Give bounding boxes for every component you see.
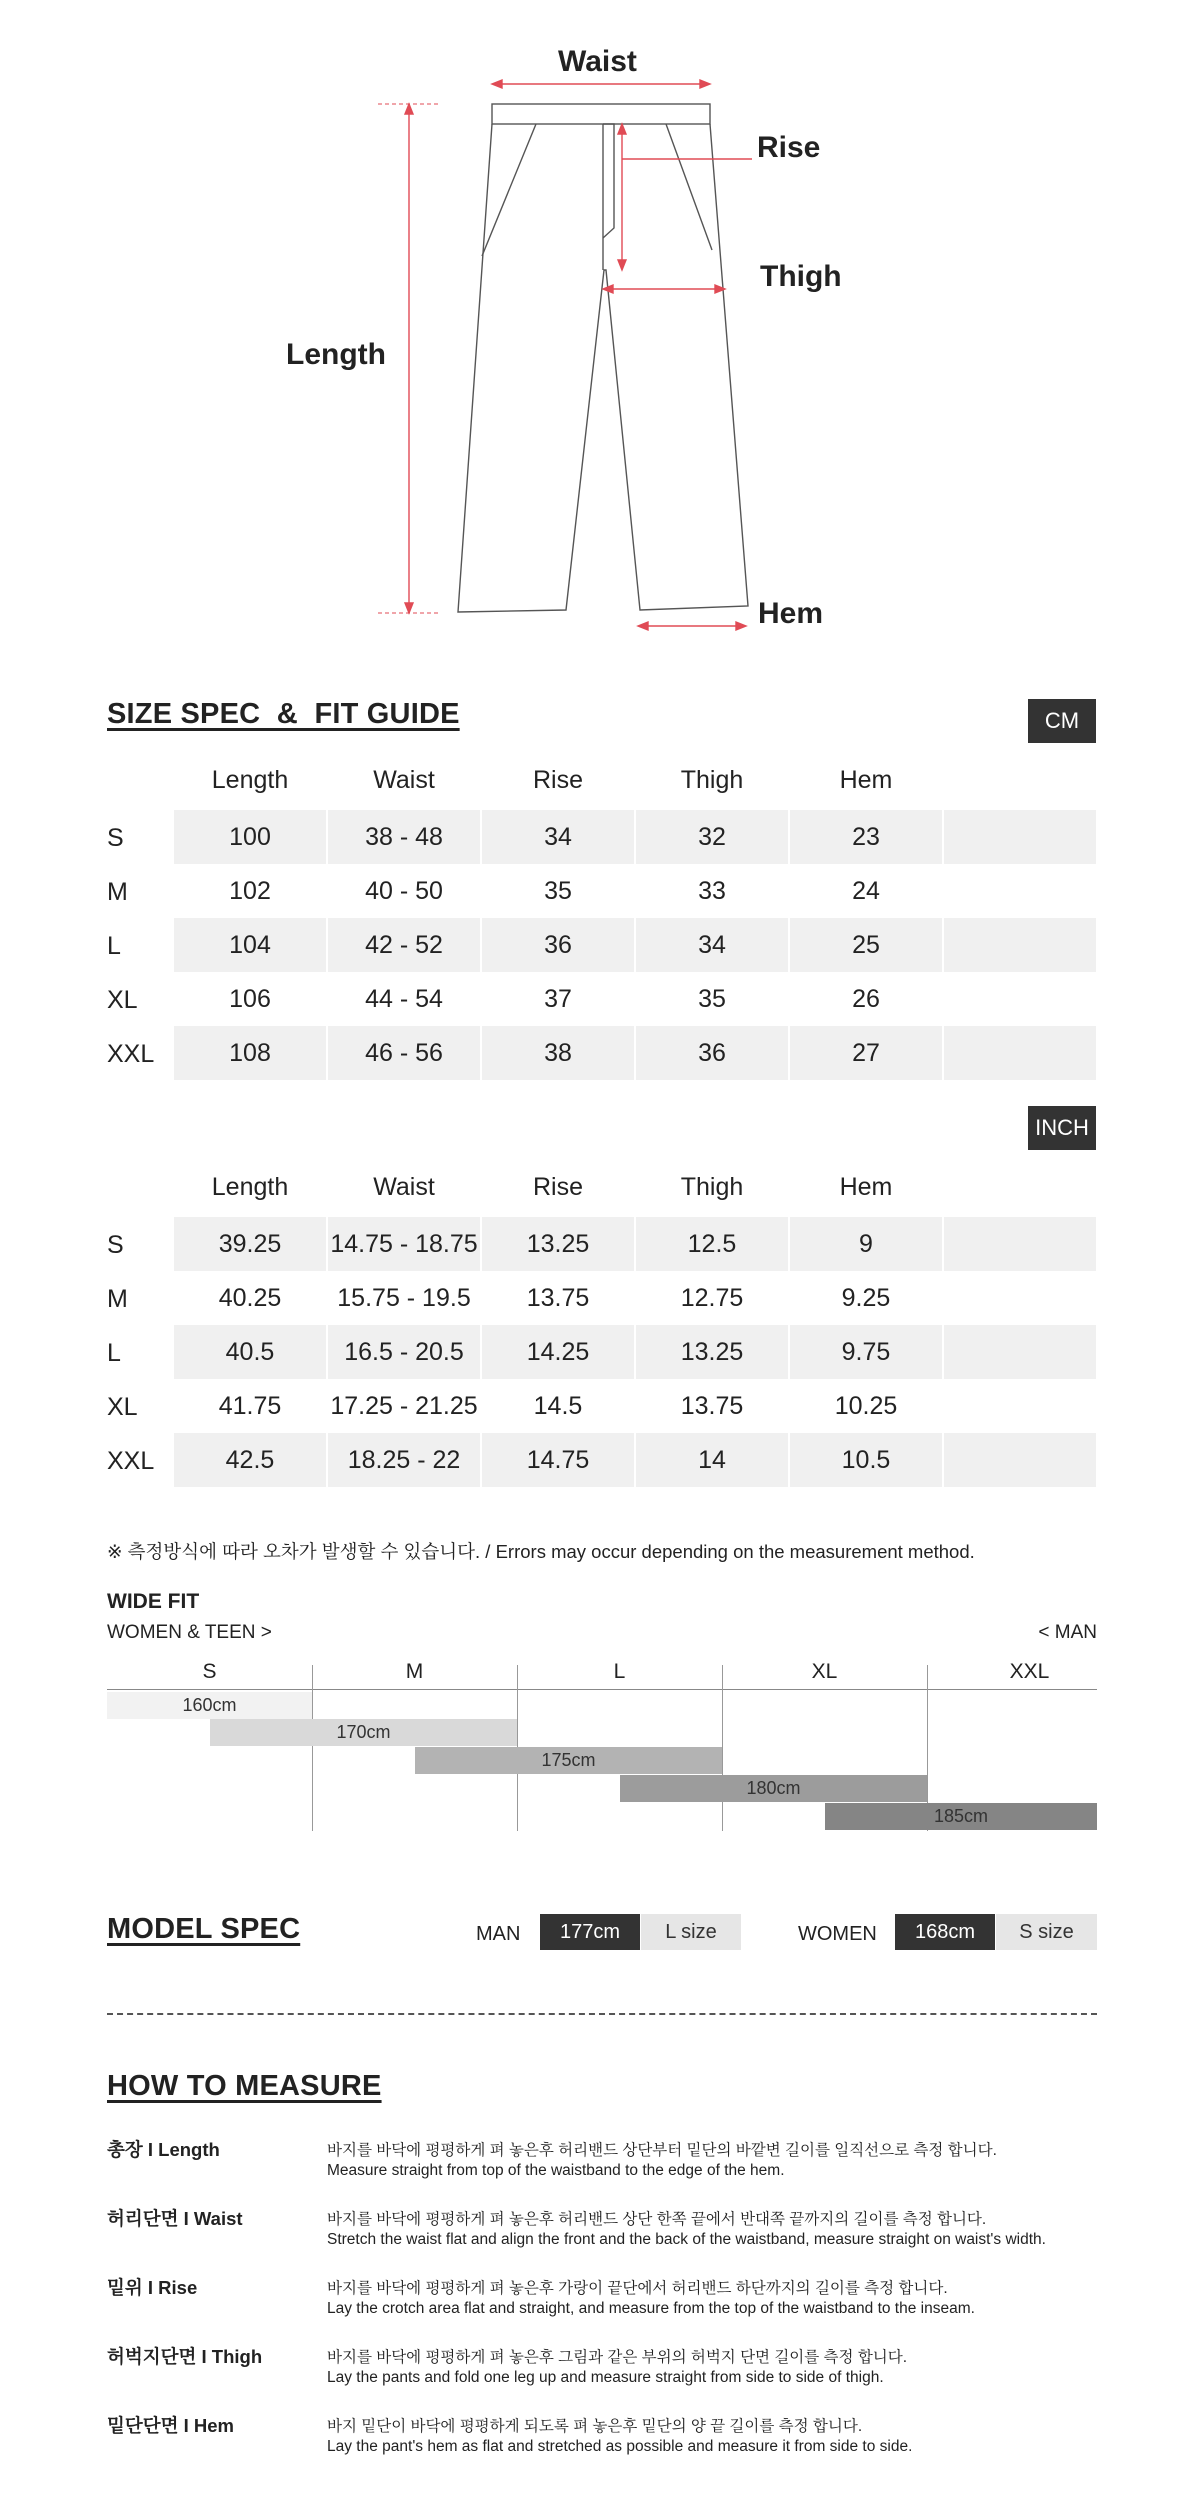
fit-divider [312, 1665, 313, 1831]
cell-thigh: 12.5 [636, 1217, 788, 1271]
size-label: S [107, 824, 124, 852]
wide-fit-title: WIDE FIT [107, 1590, 200, 1613]
cell-waist: 17.25 - 21.25 [330, 1391, 478, 1420]
pants-measurement-diagram [0, 0, 1200, 660]
cell-hem: 25 [790, 918, 942, 972]
table-row [107, 810, 1097, 864]
fit-divider [722, 1665, 723, 1831]
fit-size-s: S [202, 1660, 217, 1683]
cell-waist: 14.75 - 18.75 [328, 1217, 480, 1271]
cell-waist: 46 - 56 [328, 1026, 480, 1080]
header-rise: Rise [532, 766, 583, 794]
cell-length: 102 [229, 876, 271, 905]
cell-rise: 34 [482, 810, 634, 864]
size-label: XXL [107, 1040, 155, 1068]
measure-desc-en: Lay the pant's hem as flat and stretched as possible and measure it from side to side. [327, 2438, 913, 2455]
cell-hem: 9.25 [841, 1283, 891, 1312]
size-label: XL [107, 1393, 138, 1421]
size-label: L [107, 1339, 121, 1367]
women-teen-label: WOMEN & TEEN > [107, 1622, 272, 1643]
header-thigh: Thigh [680, 766, 744, 794]
header-hem: Hem [839, 1173, 893, 1201]
height-label: 160cm [182, 1695, 237, 1715]
measure-key: 밑단단면 I Hem [107, 2415, 235, 2436]
cell-thigh: 13.75 [680, 1391, 744, 1420]
cell-waist: 18.25 - 22 [328, 1433, 480, 1487]
size-label: L [107, 932, 121, 960]
fit-size-xxl: XXL [1009, 1660, 1050, 1683]
cell-hem: 23 [790, 810, 942, 864]
size-label: XXL [107, 1447, 155, 1475]
measure-key: 밑위 I Rise [107, 2277, 198, 2298]
inch-size-table [107, 1167, 1097, 1489]
cell-length: 41.75 [218, 1391, 282, 1420]
header-length: Length [211, 766, 289, 794]
cell-rise: 38 [482, 1026, 634, 1080]
fit-axis-line [107, 1689, 1097, 1690]
table-row [107, 864, 1097, 918]
height-bar-175 [415, 1747, 722, 1774]
cell-rise: 14.25 [482, 1325, 634, 1379]
measure-desc-en: Stretch the waist flat and align the front and the back of the waistband, measure straight on waist's width. [327, 2231, 1046, 2248]
measurement-note: ※ 측정방식에 따라 오차가 발생할 수 있습니다. / Errors may occur depending on the measurement method. [107, 1541, 975, 1562]
cell-hem: 10.5 [790, 1433, 942, 1487]
cell-waist: 44 - 54 [365, 984, 443, 1013]
cell-waist: 40 - 50 [365, 876, 443, 905]
model-man-size: L size [641, 1914, 741, 1950]
cell-length: 100 [174, 810, 326, 864]
size-label: S [107, 1231, 124, 1259]
measure-key: 총장 I Length [107, 2139, 220, 2160]
size-label: M [107, 1285, 128, 1313]
measure-desc-en: Measure straight from top of the waistband to the edge of the hem. [327, 2162, 785, 2179]
cell-length: 42.5 [174, 1433, 326, 1487]
cell-rise: 13.25 [482, 1217, 634, 1271]
cell-waist: 15.75 - 19.5 [337, 1283, 471, 1312]
cell-thigh: 12.75 [680, 1283, 744, 1312]
cell-thigh: 32 [636, 810, 788, 864]
header-rise: Rise [532, 1173, 583, 1201]
cell-empty [944, 918, 1096, 972]
cell-thigh: 36 [636, 1026, 788, 1080]
header-length: Length [211, 1173, 289, 1201]
size-label: XL [107, 986, 138, 1014]
cell-rise: 14.5 [533, 1391, 583, 1420]
cell-rise: 36 [482, 918, 634, 972]
table-row [107, 918, 1097, 972]
cell-length: 39.25 [174, 1217, 326, 1271]
cell-hem: 26 [852, 984, 880, 1013]
pants-outline-svg [0, 0, 1200, 660]
cell-rise: 14.75 [482, 1433, 634, 1487]
size-label: M [107, 878, 128, 906]
table-header [107, 760, 1097, 800]
model-women-height: 168cm [895, 1914, 995, 1950]
rise-label: Rise [757, 131, 821, 164]
cm-size-table [107, 760, 1097, 1082]
header-thigh: Thigh [680, 1173, 744, 1201]
inch-unit-badge: INCH [1028, 1106, 1096, 1150]
cell-rise: 37 [544, 984, 572, 1013]
header-hem: Hem [839, 766, 893, 794]
wide-fit-chart [107, 1590, 1097, 1840]
cell-empty [944, 1026, 1096, 1080]
cell-rise: 35 [544, 876, 572, 905]
measure-desc-ko: 바지 밑단이 바닥에 평평하게 되도록 펴 놓은후 밑단의 양 끝 길이를 측정 합니다. [327, 2418, 863, 2435]
waist-label: Waist [558, 45, 637, 78]
cell-rise: 13.75 [526, 1283, 590, 1312]
model-women-label: WOMEN [798, 1923, 877, 1945]
model-man-label: MAN [476, 1923, 521, 1945]
measure-desc-ko: 바지를 바닥에 평평하게 펴 놓은후 그림과 같은 부위의 허벅지 단면 길이를 측정 합니다. [327, 2349, 908, 2366]
height-label: 170cm [336, 1722, 391, 1742]
table-row [107, 1271, 1097, 1325]
hem-label: Hem [758, 597, 824, 630]
cell-hem: 9.75 [790, 1325, 942, 1379]
cell-hem: 9 [790, 1217, 942, 1271]
measure-desc-en: Lay the crotch area flat and straight, and measure from the top of the waistband to the inseam. [327, 2300, 975, 2317]
height-bar-185 [825, 1803, 1097, 1830]
cell-thigh: 35 [698, 984, 726, 1013]
model-women-size: S size [996, 1914, 1097, 1950]
height-label: 185cm [933, 1806, 989, 1826]
measure-desc-en: Lay the pants and fold one leg up and measure straight from side to side of thigh. [327, 2369, 884, 2386]
height-bar-170 [210, 1719, 517, 1746]
fit-size-m: M [405, 1660, 424, 1683]
measure-key: 허벅지단면 I Thigh [107, 2346, 263, 2367]
cm-unit-badge: CM [1028, 699, 1096, 743]
cell-length: 106 [229, 984, 271, 1013]
size-spec-title: SIZE SPEC & FIT GUIDE [107, 698, 460, 730]
cell-empty [944, 1217, 1096, 1271]
section-divider [107, 2013, 1097, 2015]
table-row [107, 1026, 1097, 1080]
fit-size-l: L [613, 1660, 626, 1683]
man-label: < MAN [1038, 1622, 1097, 1643]
cell-waist: 42 - 52 [328, 918, 480, 972]
length-label: Length [286, 338, 386, 371]
model-man-height: 177cm [540, 1914, 640, 1950]
cell-waist: 38 - 48 [328, 810, 480, 864]
measure-desc-ko: 바지를 바닥에 평평하게 펴 놓은후 허리밴드 상단 한쪽 끝에서 반대쪽 끝까지의 길이를 측정 합니다. [327, 2211, 987, 2228]
cell-empty [944, 810, 1096, 864]
model-spec-title: MODEL SPEC [107, 1913, 301, 1945]
cell-hem: 24 [852, 876, 880, 905]
table-row [107, 1379, 1097, 1433]
height-label: 180cm [746, 1778, 801, 1798]
cell-length: 40.5 [174, 1325, 326, 1379]
cell-length: 40.25 [218, 1283, 282, 1312]
table-row [107, 1325, 1097, 1379]
cell-empty [944, 1433, 1096, 1487]
header-waist: Waist [373, 1173, 435, 1201]
measure-desc-ko: 바지를 바닥에 평평하게 펴 놓은후 가랑이 끝단에서 허리밴드 하단까지의 길이를 측정 합니다. [327, 2280, 948, 2297]
cell-hem: 27 [790, 1026, 942, 1080]
cell-waist: 16.5 - 20.5 [328, 1325, 480, 1379]
height-label: 175cm [541, 1750, 596, 1770]
measure-key: 허리단면 I Waist [107, 2208, 243, 2229]
cell-thigh: 33 [698, 876, 726, 905]
table-row [107, 1217, 1097, 1271]
cell-empty [944, 1325, 1096, 1379]
cell-thigh: 34 [636, 918, 788, 972]
height-bar-180 [620, 1775, 927, 1802]
cell-length: 104 [174, 918, 326, 972]
table-row [107, 1433, 1097, 1487]
fit-size-xl: XL [811, 1660, 838, 1683]
thigh-label: Thigh [760, 260, 842, 293]
header-waist: Waist [373, 766, 435, 794]
cell-thigh: 14 [636, 1433, 788, 1487]
height-bar-160 [107, 1692, 312, 1719]
cell-thigh: 13.25 [636, 1325, 788, 1379]
cell-length: 108 [174, 1026, 326, 1080]
table-header [107, 1167, 1097, 1207]
cell-hem: 10.25 [834, 1391, 898, 1420]
table-row [107, 972, 1097, 1026]
measure-desc-ko: 바지를 바닥에 평평하게 펴 놓은후 허리밴드 상단부터 밑단의 바깥변 길이를 일직선으로 측정 합니다. [327, 2142, 997, 2159]
how-to-measure-title: HOW TO MEASURE [107, 2070, 382, 2102]
